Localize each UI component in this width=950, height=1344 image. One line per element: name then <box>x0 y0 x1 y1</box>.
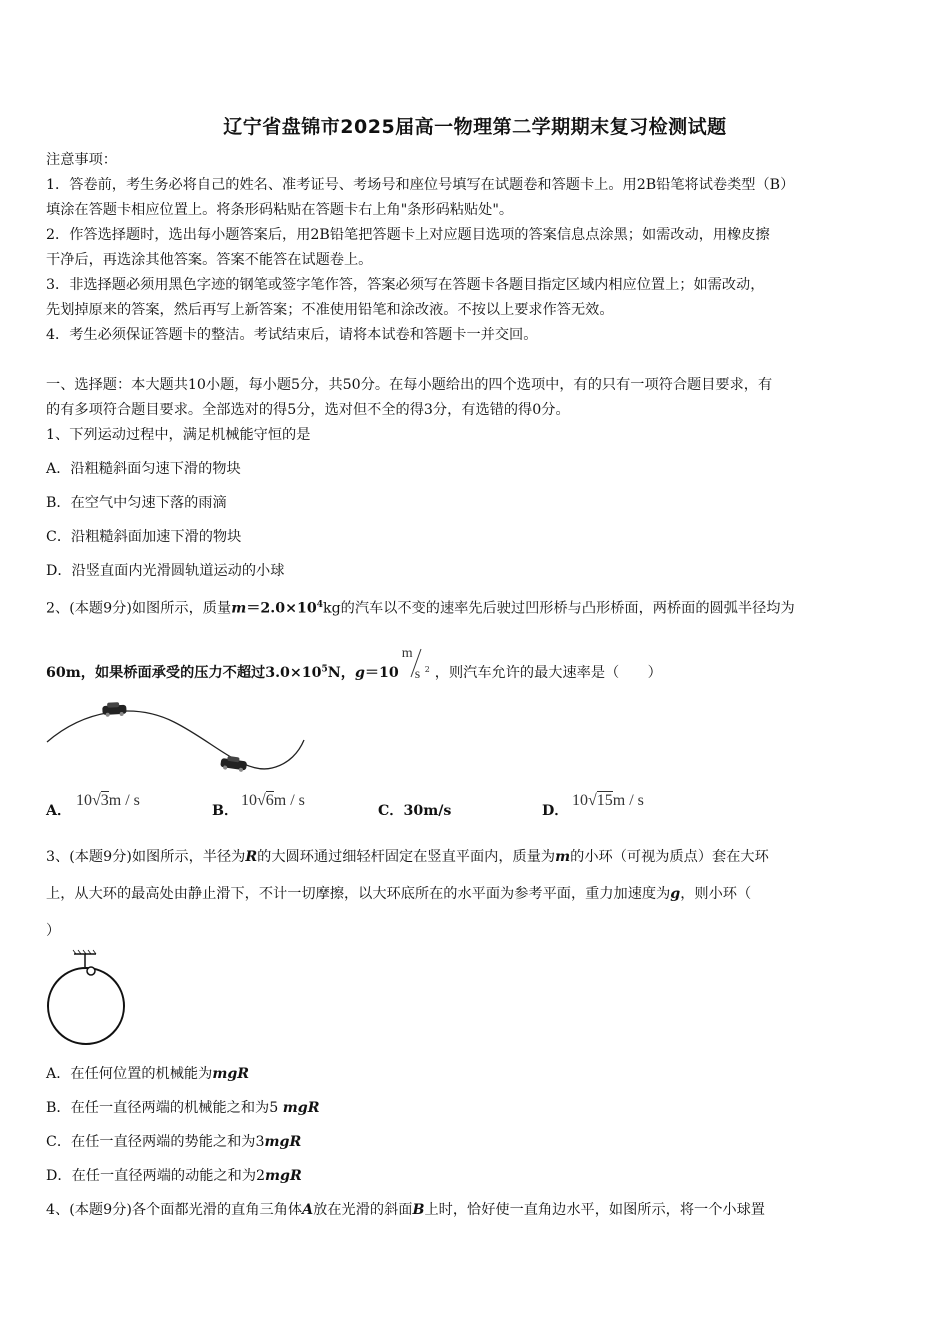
q2-option-a-label: A． <box>46 803 72 819</box>
unit: m / s <box>108 792 140 809</box>
q2-force-exponent: 5 <box>321 664 328 675</box>
notice-line: 3．非选择题必须用黑色字迹的钢笔或签字笔作答，答案必须写在答题卡各题目指定区域内相应位置上；如需改动， <box>46 277 765 293</box>
q3-rest: 的小环（可视为质点）套在大环 <box>570 849 769 865</box>
q2-stem-line1 <box>46 593 908 622</box>
q2-option-b-label: B． <box>212 803 239 819</box>
q2-option-a-value <box>76 792 140 810</box>
q2-mass-symbol: m <box>231 600 247 617</box>
option-formula: mgR <box>265 1168 302 1184</box>
q3-mass-symbol: m <box>555 849 571 865</box>
q2-g-value: ＝10 <box>364 665 399 681</box>
q4-mid: 放在光滑的斜面 <box>313 1202 413 1218</box>
q2-force-unit: N， <box>327 665 355 681</box>
q3-option-d <box>46 1164 908 1189</box>
notice-line: 4．考生必须保证答题卡的整洁。考试结束后，请将本试卷和答题卡一并交回。 <box>46 327 538 343</box>
q3-stem-line3: ） <box>46 923 61 939</box>
unit: m / s <box>273 792 305 809</box>
q2-unit-numerator: m <box>401 646 413 661</box>
q3-stem-line1 <box>46 845 908 870</box>
q1-stem: 1、下列运动过程中，满足机械能守恒的是 <box>46 427 311 443</box>
q3-mid: 的大圆环通过细轻杆固定在竖直平面内，质量为 <box>257 849 556 865</box>
q4-rest: 上时，恰好使一直角边水平，如图所示，将一个小球置 <box>424 1202 765 1218</box>
q2-stem2-rest: ，则汽车允许的最大速率是（ ） <box>434 665 662 681</box>
coef: 10 <box>76 792 92 809</box>
q3-ring-figure <box>44 950 134 1050</box>
q2-stem-line2 <box>46 646 908 691</box>
option-formula: mgR <box>212 1066 250 1082</box>
q4-symbol-a: A <box>302 1202 314 1218</box>
q3-prefix: 3、(本题9分)如图所示，半径为 <box>46 849 246 865</box>
sqrt-sign: √ <box>257 792 266 809</box>
q3-radius-symbol: R <box>245 849 258 865</box>
radicand: 6 <box>265 792 274 809</box>
radicand: 15 <box>596 792 613 809</box>
q3-g-symbol: g <box>670 886 681 902</box>
notice-heading: 注意事项： <box>46 152 117 168</box>
q3-option-c <box>46 1130 908 1155</box>
coef: 10 <box>241 792 257 809</box>
q2-g-symbol: g <box>354 665 365 681</box>
q4-stem <box>46 1198 908 1223</box>
q3-line2: 上，从大环的最高处由静止滑下，不计一切摩擦，以大环底所在的水平面为参考平面，重力加速度为 <box>46 886 671 902</box>
q3-option-b <box>46 1096 908 1121</box>
coef: 10 <box>572 792 588 809</box>
option-text: A．在任何位置的机械能为 <box>46 1066 213 1082</box>
q2-unit-denominator: s <box>414 667 421 682</box>
q2-g-unit-fraction <box>399 646 435 691</box>
sqrt-sign: √ <box>92 792 101 809</box>
radicand: 3 <box>100 792 109 809</box>
notice-line: 2．作答选择题时，选出每小题答案后，用2B铅笔把答题卡上对应题目选项的答案信息点涂黑；如需改动，用橡皮擦 <box>46 227 770 243</box>
section-intro: 一、选择题：本大题共10小题，每小题5分，共50分。在每小题给出的四个选项中，有的只有一项符合题目要求，有 <box>46 377 773 393</box>
q1-option-d: D．沿竖直面内光滑圆轨道运动的小球 <box>46 563 285 579</box>
q1-option-c: C．沿粗糙斜面加速下滑的物块 <box>46 529 242 545</box>
q2-radius-force: 60m，如果桥面承受的压力不超过3.0×10 <box>46 665 322 681</box>
q2-option-b-value <box>241 792 305 810</box>
q2-option-d-label: D． <box>542 803 569 819</box>
notice-line: 干净后，再选涂其他答案。答案不能答在试题卷上。 <box>46 252 373 268</box>
unit: m / s <box>612 792 644 809</box>
q1-option-a: A．沿粗糙斜面匀速下滑的物块 <box>46 461 241 477</box>
notice-line: 先划掉原来的答案，然后再写上新答案；不准使用铅笔和涂改液。不按以上要求作答无效。 <box>46 302 614 318</box>
car-on-convex-bridge <box>102 702 127 717</box>
q2-stem-prefix: 2、(本题9分)如图所示，质量 <box>46 600 232 617</box>
q4-symbol-b: B <box>412 1202 425 1218</box>
option-text: C．在任一直径两端的势能之和为3 <box>46 1134 265 1150</box>
option-formula: mgR <box>264 1134 302 1150</box>
q2-mass-exponent: 4 <box>316 600 323 610</box>
q3-stem-line2 <box>46 882 908 907</box>
sqrt-sign: √ <box>588 792 597 809</box>
q2-option-d-value <box>572 792 644 810</box>
q3-option-a <box>46 1062 908 1087</box>
notice-line: 填涂在答题卡相应位置上。将条形码粘贴在答题卡右上角"条形码粘贴处"。 <box>46 202 514 218</box>
option-text: B．在任一直径两端的机械能之和为5 <box>46 1100 283 1116</box>
q1-option-b: B．在空气中匀速下落的雨滴 <box>46 495 227 511</box>
q2-option-c: C．30m/s <box>378 803 452 819</box>
q3-line2-rest: ，则小环（ <box>680 886 752 902</box>
q4-prefix: 4、(本题9分)各个面都光滑的直角三角体 <box>46 1202 303 1218</box>
notice-line: 1．答卷前，考生务必将自己的姓名、准考证号、考场号和座位号填写在试题卷和答题卡上。用2B铅笔将试卷类型（B） <box>46 177 795 193</box>
section-intro: 的有多项符合题目要求。全部选对的得5分，选对但不全的得3分，有选错的得0分。 <box>46 402 570 418</box>
q2-mass-value: ＝2.0×10 <box>246 600 317 617</box>
page-title: 辽宁省盘锦市2025届高一物理第二学期期末复习检测试题 <box>223 116 727 138</box>
q2-unit-den-exponent: 2 <box>424 665 430 674</box>
q2-bridge-figure <box>44 700 314 780</box>
car-in-concave-bridge <box>220 755 248 772</box>
option-formula: mgR <box>282 1100 320 1116</box>
option-text: D．在任一直径两端的动能之和为2 <box>46 1168 266 1184</box>
q2-stem-rest: kg的汽车以不变的速率先后驶过凹形桥与凸形桥面，两桥面的圆弧半径均为 <box>322 600 795 617</box>
